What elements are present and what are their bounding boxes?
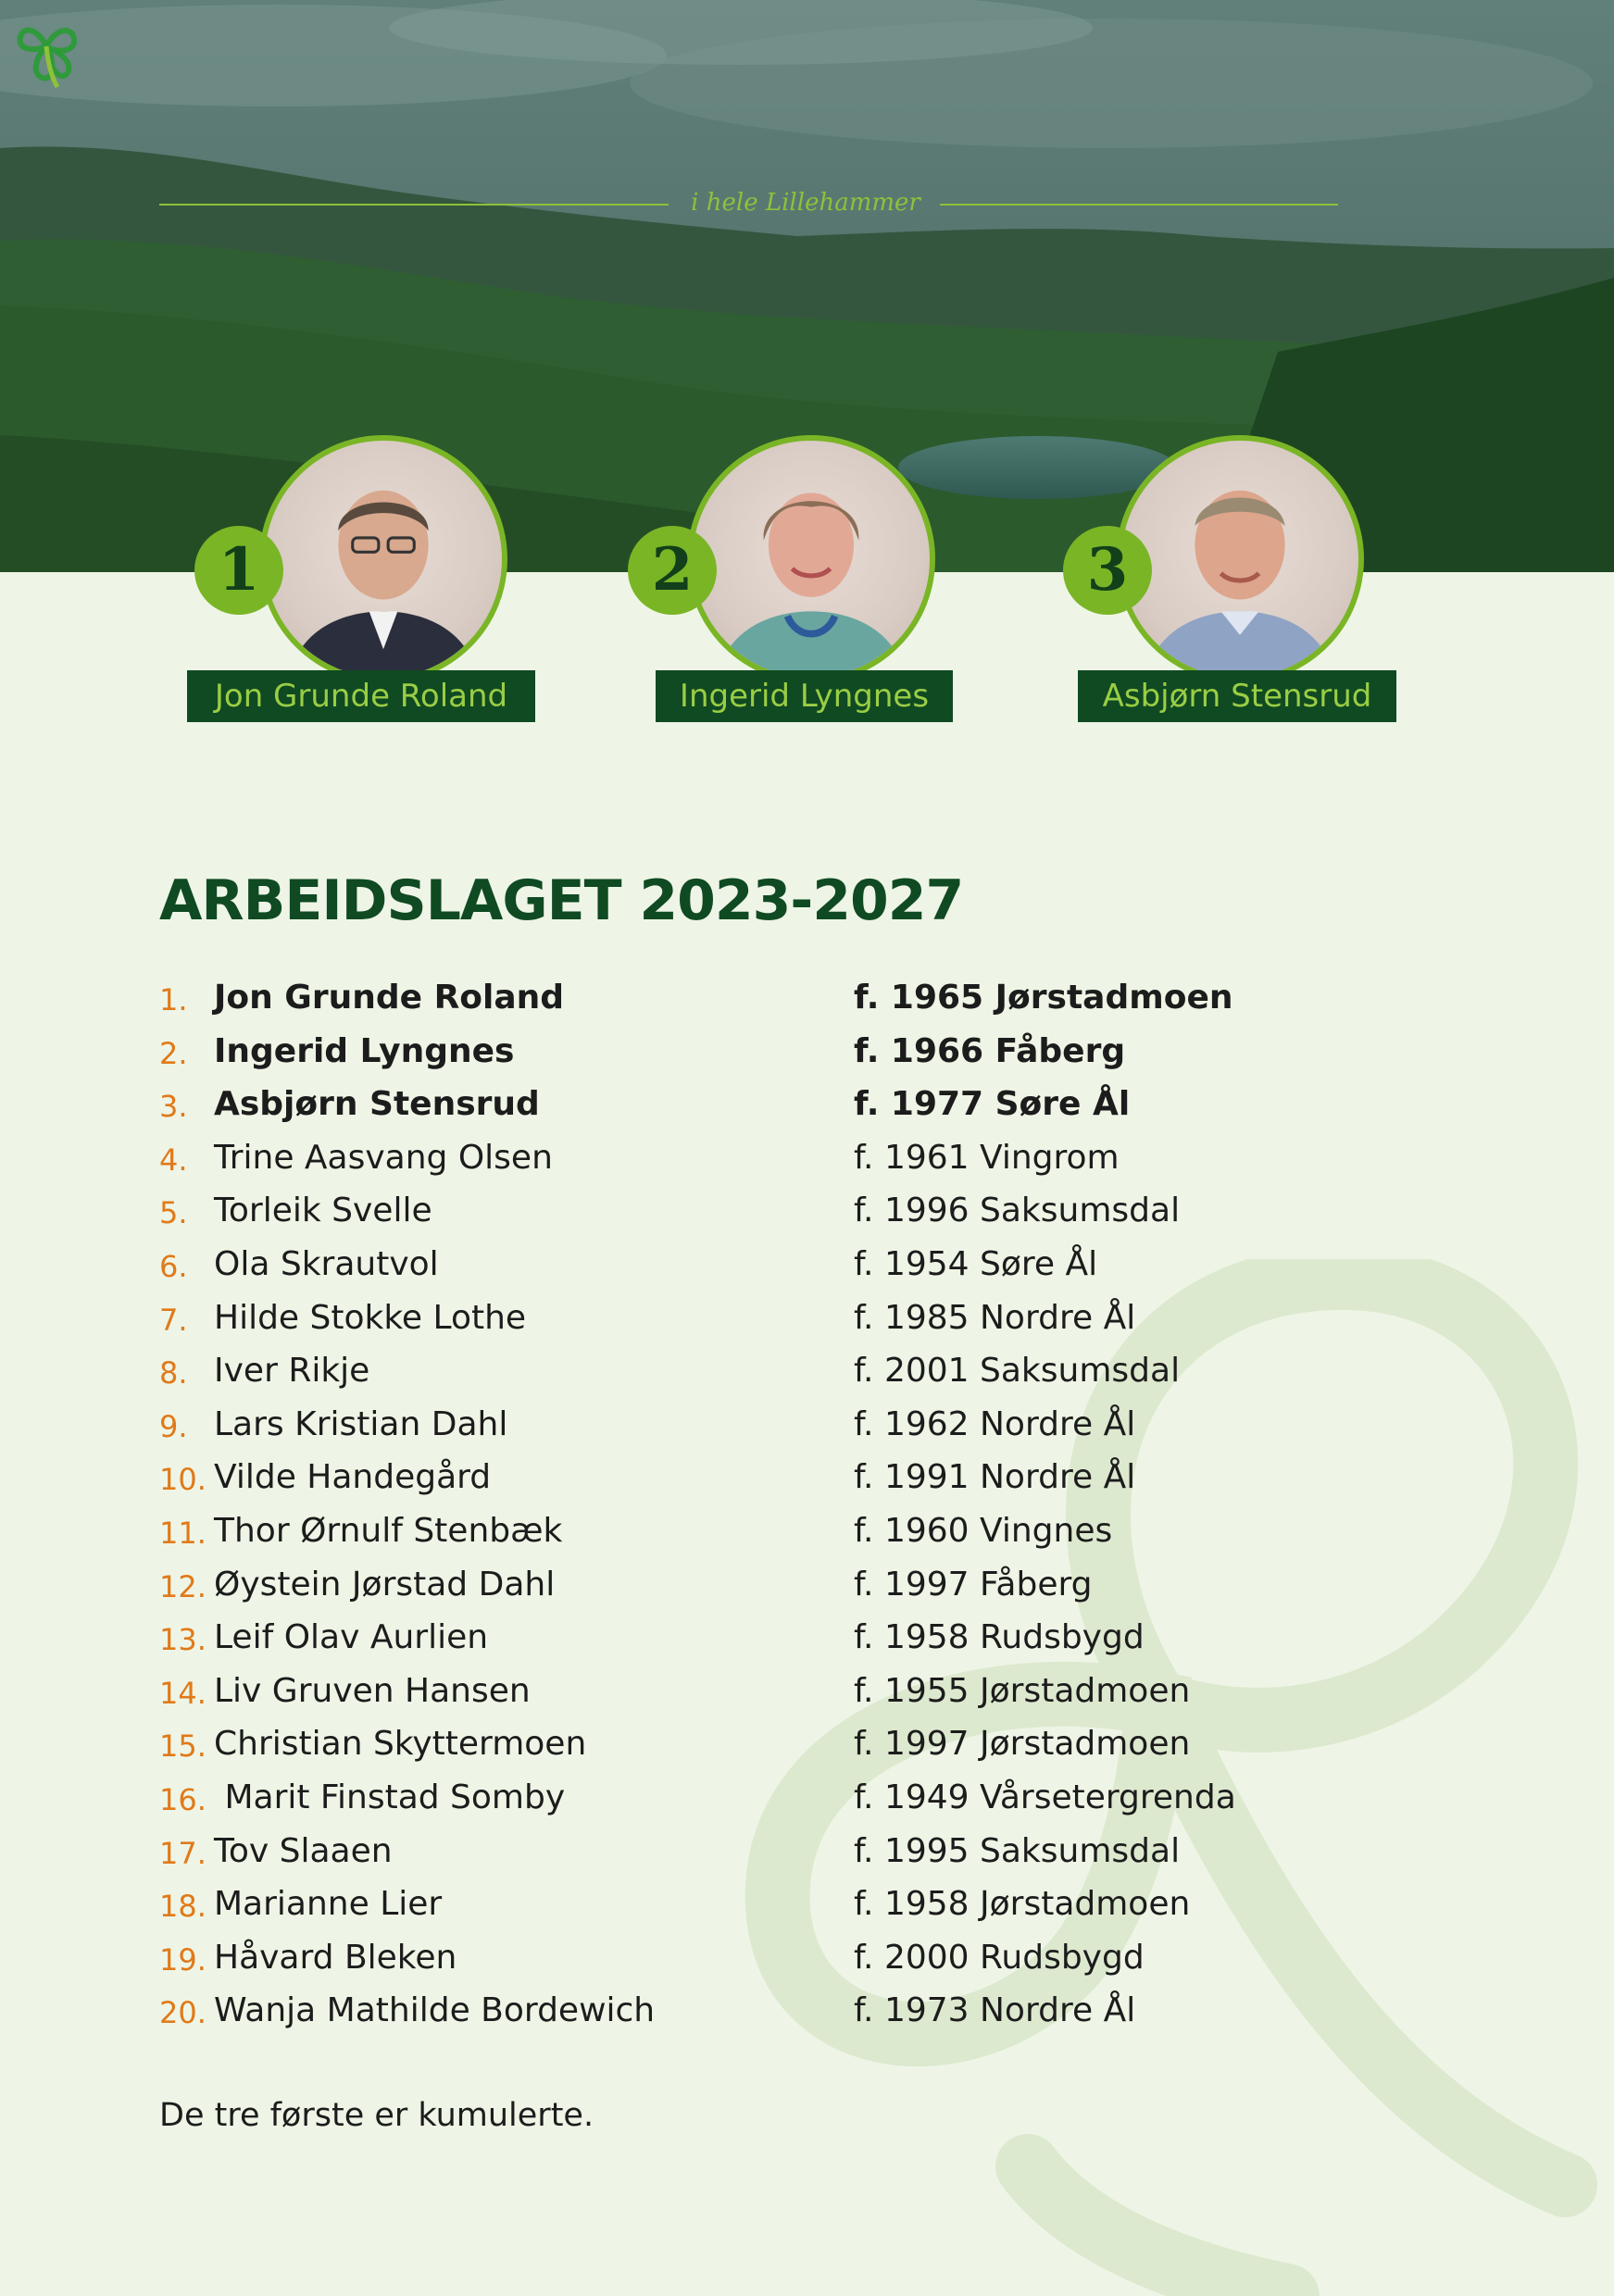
list-item: [159, 1242, 1456, 1295]
list-item: [159, 1988, 1456, 2041]
list-number: 16.: [159, 1781, 206, 1817]
list-number: 13.: [159, 1622, 206, 1658]
list-birth-place: f. 1949 Vårsetergrenda: [854, 1778, 1236, 1816]
list-number: 18.: [159, 1889, 206, 1925]
candidate-nameplate: Jon Grunde Roland: [187, 670, 535, 722]
list-name: Liv Gruven Hansen: [214, 1671, 531, 1710]
candidate-photo: [687, 435, 935, 683]
list-number: 8.: [159, 1355, 188, 1391]
tagline: i hele Lillehammer: [691, 189, 920, 217]
list-item: [159, 1935, 1456, 1989]
candidate-nameplate: Asbjørn Stensrud: [1078, 670, 1396, 722]
person-portrait-icon: [693, 441, 930, 678]
list-birth-place: f. 1996 Saksumsdal: [854, 1192, 1181, 1230]
list-number: 20.: [159, 1995, 206, 2031]
list-item: [159, 1508, 1456, 1562]
list-item: [159, 1828, 1456, 1882]
list-number: 1.: [159, 982, 188, 1017]
list-item: [159, 1668, 1456, 1722]
tagline-rule-right: [940, 204, 1338, 206]
candidate-photo: [259, 435, 507, 683]
list-item: [159, 1081, 1456, 1135]
list-birth-place: f. 1977 Søre Ål: [854, 1085, 1131, 1124]
list-item: [159, 1348, 1456, 1402]
list-birth-place: f. 2000 Rudsbygd: [854, 1938, 1145, 1977]
list-item: [159, 1721, 1456, 1775]
list-number: 19.: [159, 1941, 206, 1978]
candidate-number-badge: 2: [628, 526, 717, 615]
list-number: 11.: [159, 1515, 206, 1551]
list-birth-place: f. 1965 Jørstadmoen: [854, 979, 1233, 1017]
list-item: [159, 1881, 1456, 1935]
list-name: Iver Rikje: [214, 1352, 370, 1391]
list-name: Tov Slaaen: [214, 1831, 393, 1870]
list-name: Marit Finstad Somby: [214, 1778, 566, 1816]
list-birth-place: f. 1958 Rudsbygd: [854, 1618, 1145, 1657]
list-name: Håvard Bleken: [214, 1938, 457, 1977]
list-name: Jon Grunde Roland: [214, 979, 565, 1017]
list-number: 4.: [159, 1142, 188, 1178]
clover-logo-icon: [0, 0, 93, 93]
tagline-rule-left: [159, 204, 669, 206]
list-item: [159, 1188, 1456, 1242]
list-name: Torleik Svelle: [214, 1192, 432, 1230]
list-name: Wanja Mathilde Bordewich: [214, 1991, 656, 2030]
list-birth-place: f. 1961 Vingrom: [854, 1138, 1120, 1177]
list-birth-place: f. 1958 Jørstadmoen: [854, 1885, 1191, 1924]
list-number: 12.: [159, 1568, 206, 1604]
list-number: 17.: [159, 1835, 206, 1871]
list-name: Ola Skrautvol: [214, 1244, 439, 1283]
list-name: Vilde Handegård: [214, 1458, 492, 1497]
footnote: De tre første er kumulerte.: [159, 2097, 594, 2134]
person-portrait-icon: [265, 441, 502, 678]
candidate-photo: [1116, 435, 1364, 683]
list-number: 2.: [159, 1035, 188, 1071]
list-name: Trine Aasvang Olsen: [214, 1138, 553, 1177]
list-name: Thor Ørnulf Stenbæk: [214, 1511, 563, 1550]
candidate-list: [159, 975, 1456, 2041]
list-birth-place: f. 1962 Nordre Ål: [854, 1404, 1136, 1443]
list-birth-place: f. 1960 Vingnes: [854, 1511, 1113, 1550]
list-item: [159, 1454, 1456, 1508]
list-number: 3.: [159, 1089, 188, 1125]
list-birth-place: f. 1995 Saksumsdal: [854, 1831, 1181, 1870]
list-name: Øystein Jørstad Dahl: [214, 1565, 556, 1603]
list-name: Ingerid Lyngnes: [214, 1031, 515, 1070]
list-number: 7.: [159, 1302, 188, 1338]
list-name: Lars Kristian Dahl: [214, 1404, 508, 1443]
list-item: [159, 1029, 1456, 1082]
list-item: [159, 1402, 1456, 1455]
candidate-number-badge: 3: [1063, 526, 1152, 615]
list-name: Asbjørn Stensrud: [214, 1085, 540, 1124]
list-birth-place: f. 1973 Nordre Ål: [854, 1991, 1136, 2030]
list-birth-place: f. 1985 Nordre Ål: [854, 1298, 1136, 1337]
list-number: 15.: [159, 1728, 206, 1765]
list-item: [159, 1295, 1456, 1349]
list-name: Christian Skyttermoen: [214, 1725, 587, 1764]
list-number: 10.: [159, 1462, 206, 1498]
list-number: 6.: [159, 1248, 188, 1284]
list-name: Marianne Lier: [214, 1885, 443, 1924]
section-title: ARBEIDSLAGET 2023-2027: [159, 868, 964, 933]
list-name: Leif Olav Aurlien: [214, 1618, 489, 1657]
list-item: [159, 1775, 1456, 1828]
person-portrait-icon: [1121, 441, 1358, 678]
list-birth-place: f. 1954 Søre Ål: [854, 1244, 1098, 1283]
list-birth-place: f. 1955 Jørstadmoen: [854, 1671, 1191, 1710]
list-birth-place: f. 1966 Fåberg: [854, 1031, 1126, 1070]
candidate-nameplate: Ingerid Lyngnes: [656, 670, 953, 722]
list-item: [159, 1562, 1456, 1616]
list-birth-place: f. 1997 Jørstadmoen: [854, 1725, 1191, 1764]
list-item: [159, 975, 1456, 1029]
list-number: 14.: [159, 1675, 206, 1711]
list-birth-place: f. 2001 Saksumsdal: [854, 1352, 1181, 1391]
list-birth-place: f. 1997 Fåberg: [854, 1565, 1093, 1603]
candidate-number-badge: 1: [194, 526, 283, 615]
list-name: Hilde Stokke Lothe: [214, 1298, 527, 1337]
list-number: 9.: [159, 1408, 188, 1444]
list-number: 5.: [159, 1195, 188, 1231]
list-item: [159, 1615, 1456, 1668]
list-item: [159, 1135, 1456, 1189]
list-birth-place: f. 1991 Nordre Ål: [854, 1458, 1136, 1497]
